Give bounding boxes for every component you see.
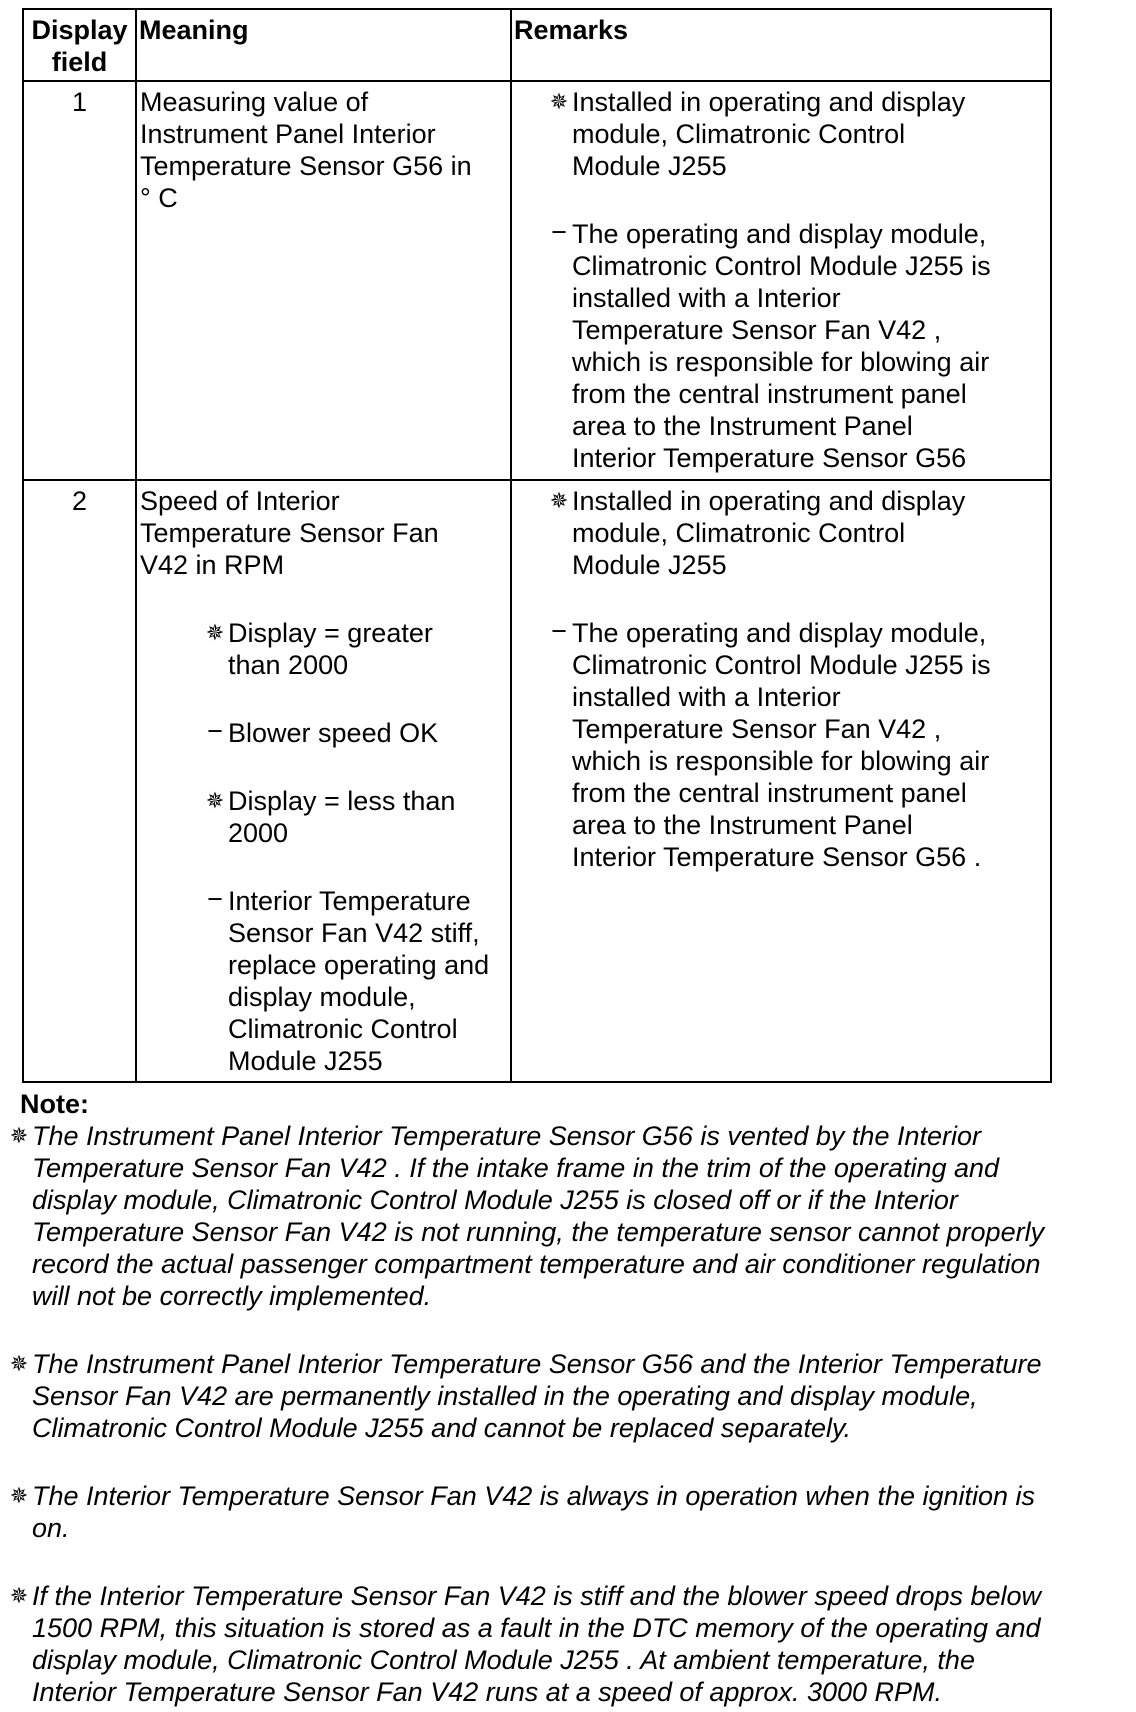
remark-line: Installed in operating and display <box>572 87 966 117</box>
meaning-line: Temperature Sensor G56 in <box>140 151 472 181</box>
remark-line: Module J255 <box>572 151 727 181</box>
remark-line: module, Climatronic Control <box>572 119 906 149</box>
remark-line: which is responsible for blowing air <box>572 347 990 377</box>
star-bullet-icon: ✵ <box>205 620 225 645</box>
field-number-cell: 2 <box>23 480 136 1082</box>
table-header-row <box>23 9 1051 81</box>
note-line: display module, Climatronic Control Module J255 is closed off or if the Interior <box>32 1185 958 1215</box>
header-meaning: Meaning <box>136 9 511 81</box>
remark-line: Temperature Sensor Fan V42 , <box>572 714 942 744</box>
table-row <box>23 480 1051 1082</box>
meaning-line: V42 in RPM <box>140 550 285 580</box>
note-line: If the Interior Temperature Sensor Fan V42 is stiff and the blower speed drops below <box>32 1581 1042 1611</box>
note-line: The Interior Temperature Sensor Fan V42 is always in operation when the ignition is <box>32 1481 1036 1511</box>
note-line: will not be correctly implemented. <box>32 1281 432 1311</box>
remark-bullet-item <box>549 86 1050 182</box>
remark-line: Climatronic Control Module J255 is <box>572 251 991 281</box>
remark-line: Installed in operating and display <box>572 486 966 516</box>
note-line: Climatronic Control Module J255 and cannot be replaced separately. <box>32 1413 851 1443</box>
note-item <box>9 1120 1122 1312</box>
remarks-cell <box>511 81 1051 480</box>
remark-line: Module J255 <box>572 550 727 580</box>
remark-line: module, Climatronic Control <box>572 518 906 548</box>
remark-line: Temperature Sensor Fan V42 , <box>572 315 942 345</box>
remark-line: from the central instrument panel <box>572 379 967 409</box>
meaning-sub-line: Display = less than <box>228 786 456 816</box>
remark-dash-item <box>551 217 1050 474</box>
star-bullet-icon: ✵ <box>205 788 225 813</box>
meaning-line: Temperature Sensor Fan <box>140 518 439 548</box>
remark-line: Interior Temperature Sensor G56 <box>572 443 967 473</box>
note-line: record the actual passenger compartment temperature and air conditioner regulation <box>32 1249 1041 1279</box>
note-line: The Instrument Panel Interior Temperature Sensor G56 is vented by the Interior <box>32 1121 981 1151</box>
meaning-line: Instrument Panel Interior <box>140 119 436 149</box>
header-display-field-line1: Display <box>31 15 128 45</box>
meaning-sub-line: Display = greater <box>228 618 433 648</box>
dash-bullet-icon: − <box>207 884 223 914</box>
note-item <box>9 1348 1122 1444</box>
star-bullet-icon: ✵ <box>9 1123 29 1148</box>
meaning-sub-line: Climatronic Control <box>228 1014 458 1044</box>
note-title: Note: <box>20 1089 89 1119</box>
star-bullet-icon: ✵ <box>549 488 569 513</box>
meaning-dash-item <box>207 884 506 1077</box>
header-remarks: Remarks <box>511 9 1051 81</box>
star-bullet-icon: ✵ <box>9 1351 29 1376</box>
note-item <box>9 1580 1122 1708</box>
note-line: Temperature Sensor Fan V42 . If the intake frame in the trim of the operating and <box>32 1153 1000 1183</box>
meaning-cell <box>136 480 511 1082</box>
remark-line: area to the Instrument Panel <box>572 810 913 840</box>
meaning-dash-item <box>207 716 506 749</box>
meaning-sub-line: than 2000 <box>228 650 349 680</box>
meaning-sub-line: replace operating and <box>228 950 490 980</box>
dash-bullet-icon: − <box>551 616 567 646</box>
remark-dash-item <box>551 616 1050 873</box>
meaning-star-item <box>205 617 506 681</box>
remarks-cell <box>511 480 1051 1082</box>
meaning-line: Measuring value of <box>140 87 369 117</box>
meaning-line: ° C <box>140 183 178 213</box>
remark-line: installed with a Interior <box>572 682 841 712</box>
meaning-sub-line: 2000 <box>228 818 289 848</box>
star-bullet-icon: ✵ <box>549 89 569 114</box>
dash-bullet-icon: − <box>551 217 567 247</box>
meaning-sub-line: Blower speed OK <box>228 718 439 748</box>
table-row <box>23 81 1051 480</box>
remark-line: area to the Instrument Panel <box>572 411 913 441</box>
remark-line: installed with a Interior <box>572 283 841 313</box>
note-line: Temperature Sensor Fan V42 is not running, the temperature sensor cannot properly <box>32 1217 1045 1247</box>
meaning-sub-line: display module, <box>228 982 416 1012</box>
meaning-cell <box>136 81 511 480</box>
dash-bullet-icon: − <box>207 716 223 746</box>
note-line: Interior Temperature Sensor Fan V42 runs at a speed of approx. 3000 RPM. <box>32 1677 943 1707</box>
field-number-cell: 1 <box>23 81 136 480</box>
remark-line: The operating and display module, <box>572 219 987 249</box>
meaning-sub-line: Interior Temperature <box>228 886 471 916</box>
meaning-sub-line: Module J255 <box>228 1046 383 1076</box>
remark-line: from the central instrument panel <box>572 778 967 808</box>
remark-line: Interior Temperature Sensor G56 . <box>572 842 982 872</box>
header-display-field-line2: field <box>51 47 108 77</box>
note-section <box>9 1088 1120 1708</box>
note-line: on. <box>32 1513 70 1543</box>
note-line: Sensor Fan V42 are permanently installed in the operating and display module, <box>32 1381 978 1411</box>
note-item <box>9 1480 1122 1544</box>
remark-bullet-item <box>549 485 1050 581</box>
header-display-field <box>23 9 136 81</box>
note-line: 1500 RPM, this situation is stored as a fault in the DTC memory of the operating and <box>32 1613 1041 1643</box>
meaning-star-item <box>205 785 506 849</box>
star-bullet-icon: ✵ <box>9 1583 29 1608</box>
display-field-table <box>22 8 1052 1083</box>
star-bullet-icon: ✵ <box>9 1483 29 1508</box>
remark-line: which is responsible for blowing air <box>572 746 990 776</box>
remark-line: Climatronic Control Module J255 is <box>572 650 991 680</box>
meaning-sub-line: Sensor Fan V42 stiff, <box>228 918 480 948</box>
meaning-line: Speed of Interior <box>140 486 340 516</box>
remark-line: The operating and display module, <box>572 618 987 648</box>
note-line: display module, Climatronic Control Module J255 . At ambient temperature, the <box>32 1645 975 1675</box>
note-line: The Instrument Panel Interior Temperature Sensor G56 and the Interior Temperature <box>32 1349 1042 1379</box>
